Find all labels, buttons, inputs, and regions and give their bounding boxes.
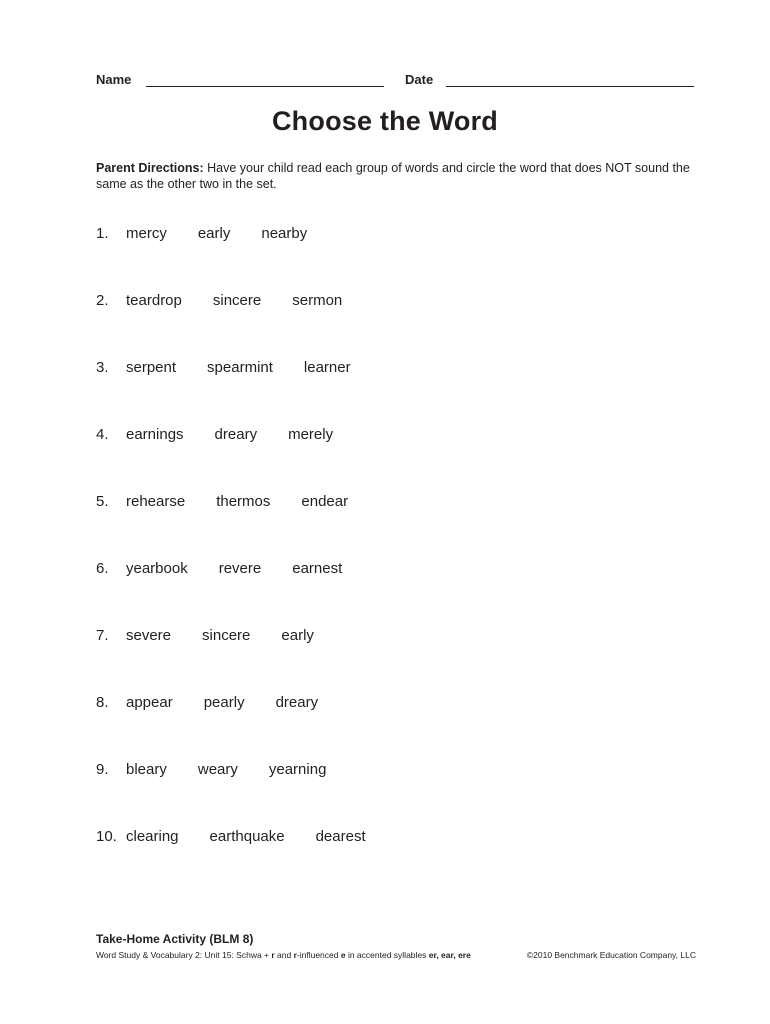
word-list [96,224,656,894]
word-choice[interactable]: dearest [315,828,366,845]
item-number: 4. [96,426,109,443]
word-choice[interactable]: revere [218,560,262,577]
page-title: Choose the Word [271,106,498,136]
word-choice[interactable]: appear [126,694,173,711]
word-choice[interactable]: thermos [216,493,271,510]
word-choice[interactable]: rehearse [126,493,186,510]
word-choice[interactable]: yearning [268,761,327,778]
word-group [96,291,656,358]
word-group [96,358,656,425]
word-choice[interactable]: sermon [292,292,343,309]
word-choice[interactable]: dreary [214,426,258,443]
word-choice[interactable]: learner [303,359,351,376]
word-choice[interactable]: earnings [126,426,184,443]
item-number: 6. [96,560,109,577]
word-choice[interactable]: dreary [275,694,319,711]
word-choice[interactable]: teardrop [126,292,182,309]
word-group [96,693,656,760]
word-choice[interactable]: earthquake [209,828,285,845]
item-number: 9. [96,761,109,778]
item-number: 7. [96,627,109,644]
directions-label: Parent Directions: [96,161,204,175]
word-choice[interactable]: sincere [202,627,251,644]
word-group [96,425,656,492]
date-field-line[interactable] [446,86,694,87]
word-group [96,760,656,827]
word-choice[interactable]: severe [126,627,172,644]
name-field-line[interactable] [146,86,384,87]
word-choice[interactable]: endear [301,493,349,510]
word-choice[interactable]: merely [288,426,334,443]
word-choice[interactable]: clearing [126,828,179,845]
item-number: 1. [96,225,109,242]
footer [96,932,696,962]
item-number: 3. [96,359,109,376]
word-group [96,559,656,626]
word-choice[interactable]: mercy [126,225,167,242]
name-label: Name [96,72,132,87]
directions-text: Have your child read each group of words and circle the word that does NOT sound the same as the other two in the set. [96,161,690,191]
footer-subtitle-part: in accented syllables [345,950,429,960]
footer-subtitle-bold: er, ear, ere [428,950,471,960]
parent-directions [96,160,696,192]
copyright: ©2010 Benchmark Education Company, LLC [526,950,696,960]
item-number: 5. [96,493,109,510]
word-group [96,827,656,894]
word-group [96,626,656,693]
footer-subtitle [96,950,471,960]
word-choice[interactable]: spearmint [207,359,273,376]
date-label: Date [405,72,434,87]
word-choice[interactable]: weary [197,761,238,778]
footer-subtitle-bold: e [340,950,346,960]
word-choice[interactable]: sincere [212,292,262,309]
word-group [96,492,656,559]
word-choice[interactable]: serpent [126,359,177,376]
word-choice[interactable]: pearly [203,694,245,711]
word-choice[interactable]: early [281,627,314,644]
word-choice[interactable]: earnest [292,560,343,577]
footer-title: Take-Home Activity (BLM 8) [96,932,254,946]
word-group [96,224,656,291]
word-choice[interactable]: early [197,225,231,242]
footer-subtitle-bold: r [293,950,297,960]
item-number: 8. [96,694,109,711]
footer-subtitle-part: Word Study & Vocabulary 2: Unit 15: Schwa + [96,950,272,960]
footer-subtitle-part: and [274,950,294,960]
item-number: 2. [96,292,109,309]
word-choice[interactable]: yearbook [126,560,188,577]
word-choice[interactable]: nearby [261,225,308,242]
footer-subtitle-part: -influenced [296,950,341,960]
word-choice[interactable]: bleary [126,761,167,778]
footer-subtitle-bold: r [271,950,275,960]
item-number: 10. [96,828,117,845]
header-fields [96,70,696,92]
